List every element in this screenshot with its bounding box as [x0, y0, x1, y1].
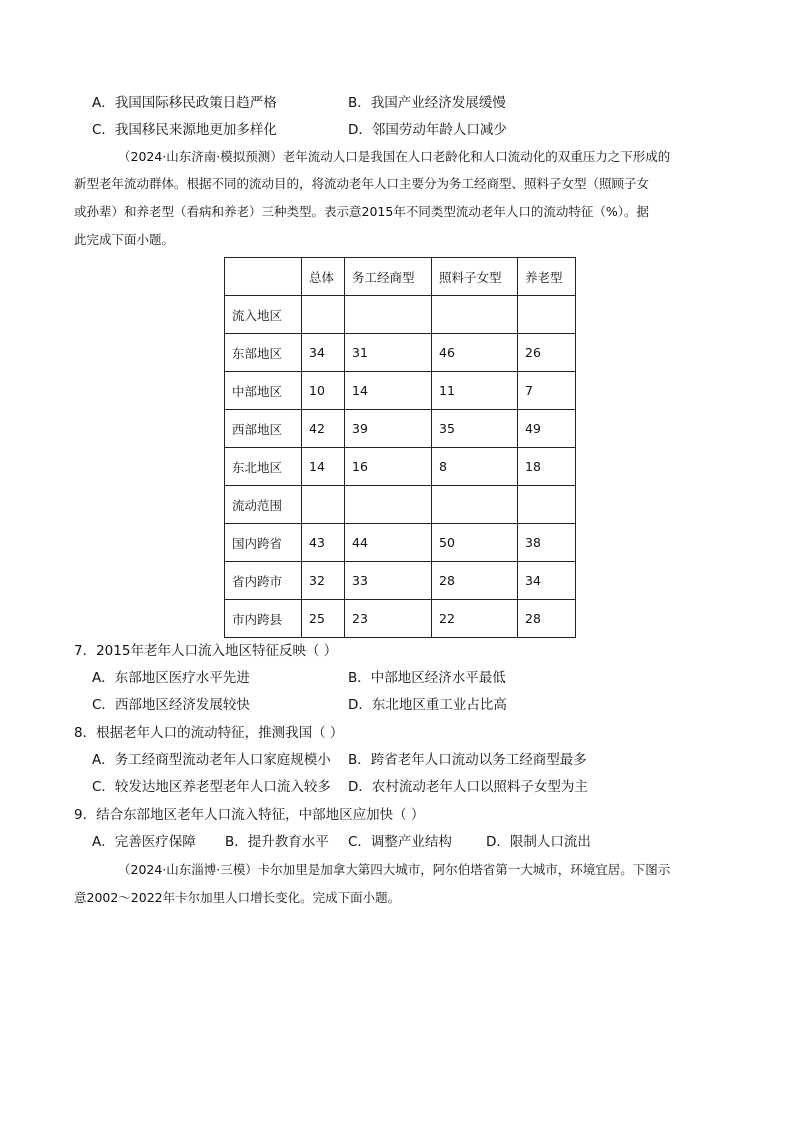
- q7-option-a: A．东部地区医疗水平先进: [92, 670, 250, 686]
- table-cell: 25: [302, 600, 345, 638]
- table-cell: 42: [302, 410, 345, 448]
- q8-option-b: B．跨省老年人口流动以务工经商型最多: [348, 752, 587, 768]
- table-cell: [302, 486, 345, 524]
- table-cell: 18: [518, 448, 576, 486]
- table-cell: 32: [302, 562, 345, 600]
- table-header-row: [225, 258, 576, 296]
- table-cell: 34: [302, 334, 345, 372]
- prev-option-c: C．我国移民来源地更加多样化: [92, 122, 277, 138]
- q8-option-c: C．较发达地区养老型老年人口流入较多: [92, 779, 331, 795]
- table-cell: [518, 296, 576, 334]
- q8-option-d: D．农村流动老年人口以照料子女型为主: [348, 779, 588, 795]
- table-cell: 49: [518, 410, 576, 448]
- q7-option-b: B．中部地区经济水平最低: [348, 670, 506, 686]
- table-cell: 中部地区: [225, 372, 302, 410]
- intro1-line3: 或孙辈）和养老型（看病和养老）三种类型。表示意2015年不同类型流动老年人口的流动特征（%）。据: [74, 204, 649, 219]
- q7-option-d: D．东北地区重工业占比高: [348, 697, 507, 713]
- table-cell: 东部地区: [225, 334, 302, 372]
- table-cell: 38: [518, 524, 576, 562]
- table-header-cell: 务工经商型: [345, 258, 432, 296]
- q9-option-a: A．完善医疗保障: [92, 834, 196, 850]
- table-cell: 8: [432, 448, 518, 486]
- table-header-cell: [225, 258, 302, 296]
- table-cell: [432, 296, 518, 334]
- table-cell: 市内跨县: [225, 600, 302, 638]
- q7-option-c: C．西部地区经济发展较快: [92, 697, 250, 713]
- q9-stem: 9．结合东部地区老年人口流入特征，中部地区应加快（ ）: [74, 807, 425, 823]
- intro1-line2: 新型老年流动群体。根据不同的流动目的，将流动老年人口主要分为务工经商型、照料子女型（照顾子女: [74, 176, 650, 191]
- table-row: [225, 486, 576, 524]
- table-cell: 23: [345, 600, 432, 638]
- intro2-line1: （2024·山东淄博·三模）卡尔加里是加拿大第四大城市，阿尔伯塔省第一大城市，环境宜居。下图示: [118, 862, 671, 877]
- table-cell: 国内跨省: [225, 524, 302, 562]
- table-cell: 28: [518, 600, 576, 638]
- q7-stem: 7．2015年老年人口流入地区特征反映（ ）: [74, 643, 338, 659]
- table-row: [225, 372, 576, 410]
- table-row: [225, 334, 576, 372]
- table-cell: 10: [302, 372, 345, 410]
- table-cell: [345, 296, 432, 334]
- intro1-line4: 此完成下面小题。: [74, 232, 175, 247]
- population-flow-table: [224, 257, 576, 638]
- table-row: [225, 524, 576, 562]
- table-cell: [518, 486, 576, 524]
- q8-option-a: A．务工经商型流动老年人口家庭规模小: [92, 752, 331, 768]
- table-row: [225, 296, 576, 334]
- table-cell: 28: [432, 562, 518, 600]
- table-cell: 西部地区: [225, 410, 302, 448]
- prev-option-a: A．我国国际移民政策日趋严格: [92, 95, 277, 111]
- table-cell: 东北地区: [225, 448, 302, 486]
- table-header-cell: 总体: [302, 258, 345, 296]
- q9-option-b: B．提升教育水平: [225, 834, 329, 850]
- table-cell: 流动范围: [225, 486, 302, 524]
- table-row: [225, 410, 576, 448]
- table-cell: 7: [518, 372, 576, 410]
- table-cell: 43: [302, 524, 345, 562]
- table-cell: 22: [432, 600, 518, 638]
- prev-option-b: B．我国产业经济发展缓慢: [348, 95, 506, 111]
- table-cell: 11: [432, 372, 518, 410]
- table-cell: 34: [518, 562, 576, 600]
- table-cell: 31: [345, 334, 432, 372]
- q9-option-c: C．调整产业结构: [348, 834, 452, 850]
- table-row: [225, 448, 576, 486]
- table-cell: 16: [345, 448, 432, 486]
- intro1-line1: （2024·山东济南·模拟预测）老年流动人口是我国在人口老龄化和人口流动化的双重压力之下形成的: [118, 149, 671, 164]
- table-cell: 50: [432, 524, 518, 562]
- q9-option-d: D．限制人口流出: [486, 834, 591, 850]
- intro2-line2: 意2002～2022年卡尔加里人口增长变化。完成下面小题。: [74, 890, 401, 905]
- table-cell: [432, 486, 518, 524]
- table-cell: 14: [345, 372, 432, 410]
- table-row: [225, 562, 576, 600]
- q8-stem: 8．根据老年人口的流动特征，推测我国（ ）: [74, 725, 344, 741]
- table-cell: 省内跨市: [225, 562, 302, 600]
- table-cell: [302, 296, 345, 334]
- table-cell: 33: [345, 562, 432, 600]
- table-cell: 14: [302, 448, 345, 486]
- table-cell: 39: [345, 410, 432, 448]
- table-cell: 26: [518, 334, 576, 372]
- table-cell: 46: [432, 334, 518, 372]
- table-cell: [345, 486, 432, 524]
- table-cell: 44: [345, 524, 432, 562]
- table-cell: 流入地区: [225, 296, 302, 334]
- table-cell: 35: [432, 410, 518, 448]
- table-header-cell: 照料子女型: [432, 258, 518, 296]
- table-header-cell: 养老型: [518, 258, 576, 296]
- table-row: [225, 600, 576, 638]
- prev-option-d: D．邻国劳动年龄人口减少: [348, 122, 507, 138]
